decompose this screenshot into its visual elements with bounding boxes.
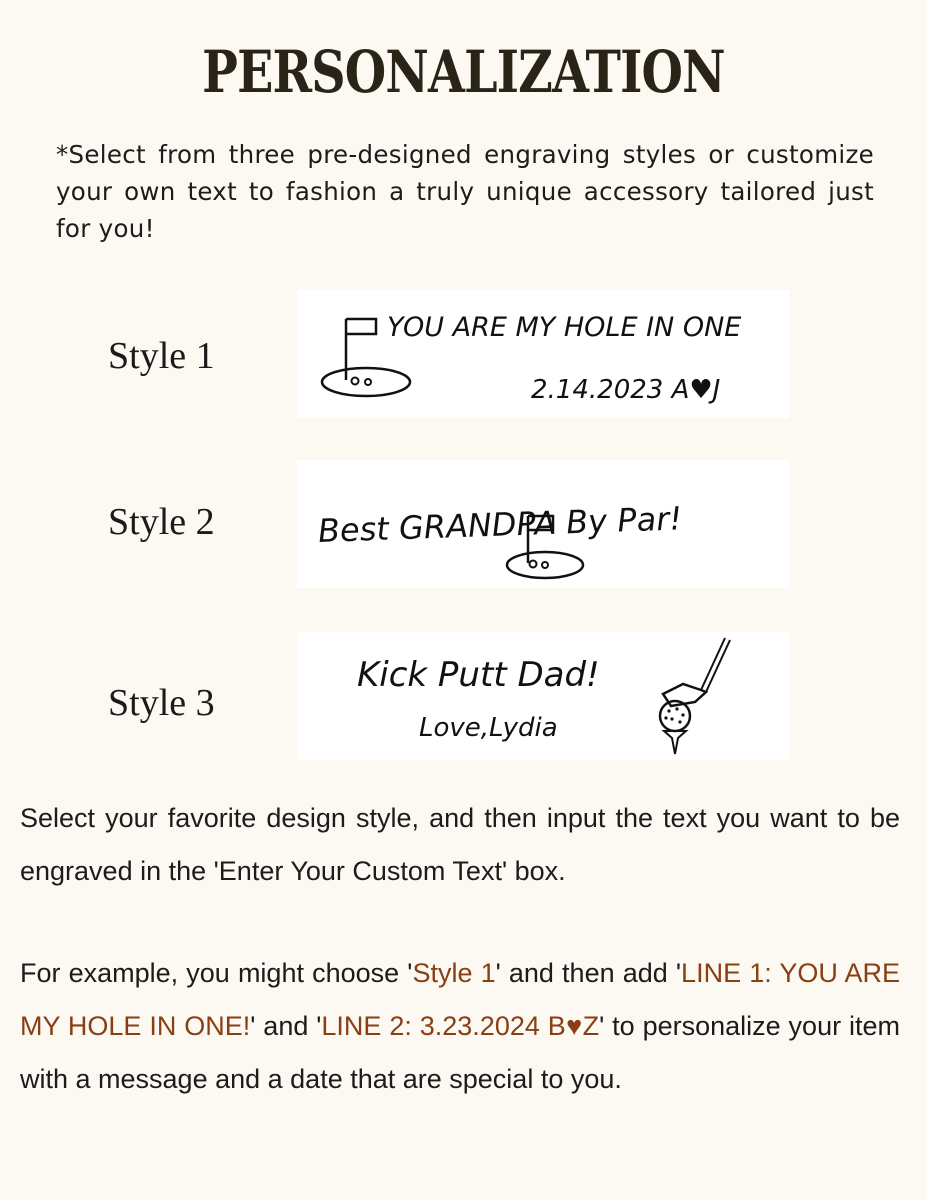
instructions-text: Select your favorite design style, and then input the text you want to be engraved in the 'Enter Your Custom Text' box. — [20, 803, 900, 886]
page-title: PERSONALIZATION — [202, 38, 725, 106]
example-text: For example, you might choose 'Style 1' and then add 'LINE 1: YOU ARE MY HOLE IN ONE!' and 'LINE 2: 3.23.2024 B♥Z' to personalize your item with a message and a date that are special to you. — [20, 958, 900, 1094]
golf-flag-hole-icon — [297, 290, 789, 418]
style-3-line1: Kick Putt Dad! — [357, 655, 600, 695]
golf-club-ball-icon — [297, 632, 789, 760]
style-1-line1: YOU ARE MY HOLE IN ONE — [387, 312, 742, 343]
golf-flag-hole-icon — [297, 460, 789, 588]
style-2-line1: Best GRANDPA By Par! — [316, 499, 684, 550]
style-3-card[interactable] — [297, 632, 789, 760]
example-style: Style 1 — [412, 958, 496, 988]
style-3-line2: Love,Lydia — [419, 713, 558, 743]
intro-text: *Select from three pre-designed engraving styles or customize your own text to fashion a truly unique accessory tailored just for you! — [56, 140, 874, 243]
style-1-line2: 2.14.2023 A♥J — [531, 375, 721, 405]
style-2-label: Style 2 — [108, 501, 215, 543]
style-1-label: Style 1 — [108, 335, 215, 377]
style-2-card[interactable] — [297, 460, 789, 588]
style-3-label: Style 3 — [108, 682, 215, 724]
example-line1: LINE 1: YOU ARE MY HOLE IN ONE! — [20, 958, 900, 1041]
example-line2: LINE 2: 3.23.2024 B♥Z — [321, 1011, 600, 1041]
style-1-card[interactable] — [297, 290, 789, 418]
